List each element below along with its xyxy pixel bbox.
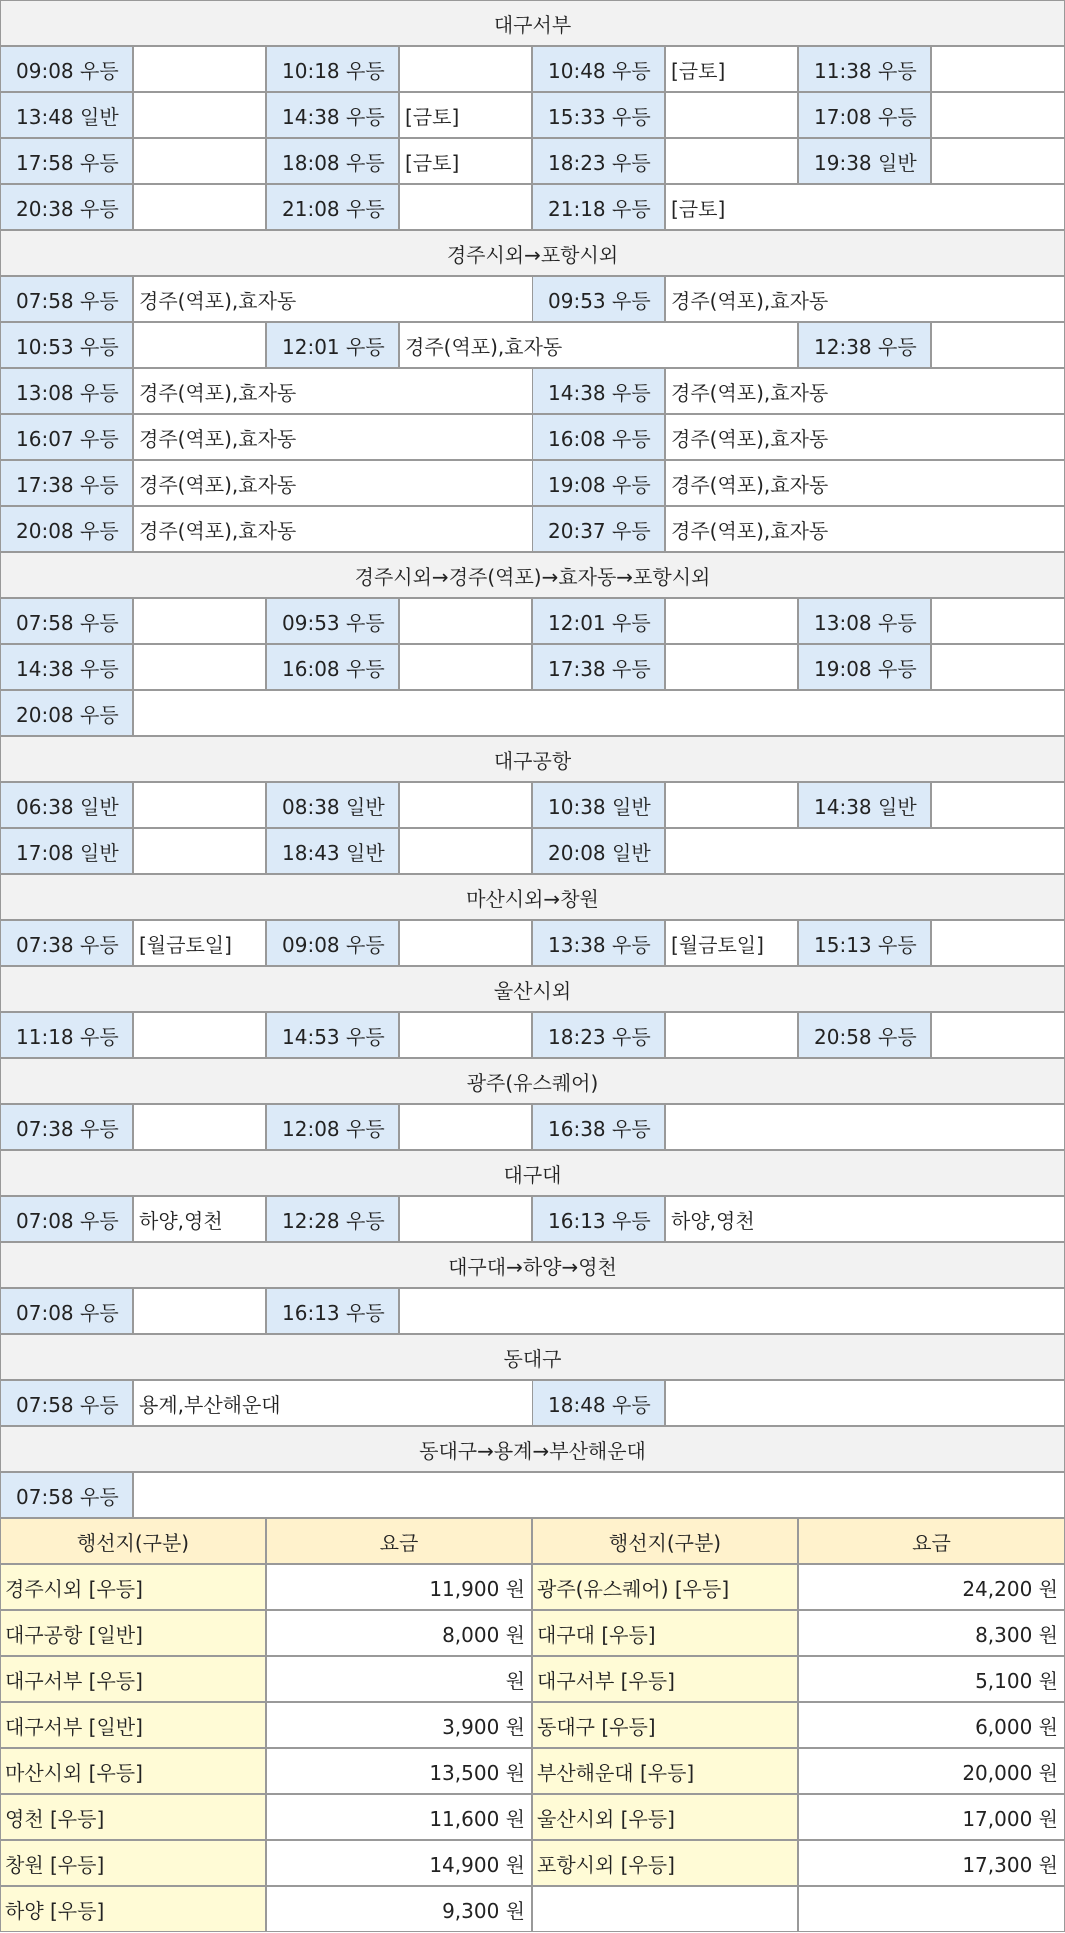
route-note bbox=[399, 1196, 532, 1242]
route-note bbox=[665, 828, 1065, 874]
route-note bbox=[665, 644, 798, 690]
route-note bbox=[931, 322, 1065, 368]
fare-destination: 하양 [우등] bbox=[0, 1886, 266, 1932]
departure-time: 14:38 우등 bbox=[266, 92, 399, 138]
route-note: [월금토일] bbox=[665, 920, 798, 966]
route-note bbox=[665, 92, 798, 138]
departure-time: 07:08 우등 bbox=[0, 1288, 133, 1334]
fare-destination: 광주(유스퀘어) [우등] bbox=[532, 1564, 798, 1610]
fare-price: 13,500 원 bbox=[266, 1748, 532, 1794]
departure-time: 14:38 일반 bbox=[798, 782, 931, 828]
fare-price: 11,600 원 bbox=[266, 1794, 532, 1840]
route-note bbox=[665, 1380, 1065, 1426]
departure-time: 16:38 우등 bbox=[532, 1104, 665, 1150]
departure-time: 19:08 우등 bbox=[798, 644, 931, 690]
fare-price: 17,300 원 bbox=[798, 1840, 1065, 1886]
departure-time: 18:23 우등 bbox=[532, 138, 665, 184]
route-note bbox=[133, 598, 266, 644]
departure-time: 06:38 일반 bbox=[0, 782, 133, 828]
departure-time: 20:08 일반 bbox=[532, 828, 665, 874]
route-note bbox=[133, 46, 266, 92]
route-note bbox=[931, 644, 1065, 690]
route-note bbox=[399, 644, 532, 690]
route-note bbox=[931, 138, 1065, 184]
route-note: 경주(역포),효자동 bbox=[133, 460, 665, 506]
fare-price: 원 bbox=[266, 1656, 532, 1702]
departure-time: 12:01 우등 bbox=[266, 322, 399, 368]
route-note bbox=[133, 782, 266, 828]
route-note bbox=[399, 1012, 532, 1058]
fare-header-destination: 행선지(구분) bbox=[532, 1518, 798, 1564]
route-note bbox=[931, 920, 1065, 966]
route-note bbox=[931, 1012, 1065, 1058]
departure-time: 07:58 우등 bbox=[0, 598, 133, 644]
section-title: 동대구→용계→부산해운대 bbox=[0, 1426, 1065, 1472]
departure-time: 14:53 우등 bbox=[266, 1012, 399, 1058]
route-note: 경주(역포),효자동 bbox=[133, 414, 665, 460]
departure-time: 10:38 일반 bbox=[532, 782, 665, 828]
departure-time: 10:53 우등 bbox=[0, 322, 133, 368]
route-note bbox=[399, 920, 532, 966]
departure-time: 17:38 우등 bbox=[0, 460, 133, 506]
departure-time: 09:53 우등 bbox=[532, 276, 665, 322]
route-note: 용계,부산해운대 bbox=[133, 1380, 665, 1426]
fare-destination: 대구서부 [우등] bbox=[0, 1656, 266, 1702]
departure-time: 20:38 우등 bbox=[0, 184, 133, 230]
fare-destination: 마산시외 [우등] bbox=[0, 1748, 266, 1794]
departure-time: 07:38 우등 bbox=[0, 1104, 133, 1150]
departure-time: 16:08 우등 bbox=[532, 414, 665, 460]
route-note: 경주(역포),효자동 bbox=[133, 368, 665, 414]
route-note: 경주(역포),효자동 bbox=[133, 506, 665, 552]
route-note bbox=[399, 828, 532, 874]
departure-time: 07:58 우등 bbox=[0, 276, 133, 322]
fare-header-price: 요금 bbox=[798, 1518, 1065, 1564]
fare-price: 8,000 원 bbox=[266, 1610, 532, 1656]
route-note: 경주(역포),효자동 bbox=[133, 276, 665, 322]
departure-time: 17:08 일반 bbox=[0, 828, 133, 874]
departure-time: 21:18 우등 bbox=[532, 184, 665, 230]
departure-time: 11:18 우등 bbox=[0, 1012, 133, 1058]
fare-price: 6,000 원 bbox=[798, 1702, 1065, 1748]
section-title: 경주시외→경주(역포)→효자동→포항시외 bbox=[0, 552, 1065, 598]
route-note bbox=[133, 644, 266, 690]
route-note bbox=[133, 138, 266, 184]
departure-time: 09:53 우등 bbox=[266, 598, 399, 644]
departure-time: 08:38 일반 bbox=[266, 782, 399, 828]
fare-price: 9,300 원 bbox=[266, 1886, 532, 1932]
departure-time: 12:08 우등 bbox=[266, 1104, 399, 1150]
route-note bbox=[665, 1012, 798, 1058]
departure-time: 10:48 우등 bbox=[532, 46, 665, 92]
route-note bbox=[399, 598, 532, 644]
route-note: 경주(역포),효자동 bbox=[665, 506, 1065, 552]
fare-price: 14,900 원 bbox=[266, 1840, 532, 1886]
fare-price: 24,200 원 bbox=[798, 1564, 1065, 1610]
route-note bbox=[931, 598, 1065, 644]
departure-time: 15:33 우등 bbox=[532, 92, 665, 138]
departure-time: 13:48 일반 bbox=[0, 92, 133, 138]
route-note: [금토] bbox=[399, 138, 532, 184]
departure-time: 10:18 우등 bbox=[266, 46, 399, 92]
fare-header-price: 요금 bbox=[266, 1518, 532, 1564]
fare-destination: 대구공항 [일반] bbox=[0, 1610, 266, 1656]
fare-destination: 대구대 [우등] bbox=[532, 1610, 798, 1656]
route-note bbox=[399, 782, 532, 828]
fare-destination: 울산시외 [우등] bbox=[532, 1794, 798, 1840]
route-note: 경주(역포),효자동 bbox=[665, 460, 1065, 506]
departure-time: 21:08 우등 bbox=[266, 184, 399, 230]
departure-time: 09:08 우등 bbox=[0, 46, 133, 92]
route-note bbox=[133, 184, 266, 230]
route-note: 경주(역포),효자동 bbox=[399, 322, 798, 368]
fare-price: 8,300 원 bbox=[798, 1610, 1065, 1656]
route-note: 하양,영천 bbox=[133, 1196, 266, 1242]
departure-time: 19:38 일반 bbox=[798, 138, 931, 184]
section-title: 대구서부 bbox=[0, 0, 1065, 46]
departure-time: 17:58 우등 bbox=[0, 138, 133, 184]
route-note: 경주(역포),효자동 bbox=[665, 368, 1065, 414]
departure-time: 14:38 우등 bbox=[0, 644, 133, 690]
departure-time: 11:38 우등 bbox=[798, 46, 931, 92]
route-note: [월금토일] bbox=[133, 920, 266, 966]
section-title: 동대구 bbox=[0, 1334, 1065, 1380]
section-title: 대구대→하양→영천 bbox=[0, 1242, 1065, 1288]
departure-time: 16:07 우등 bbox=[0, 414, 133, 460]
departure-time: 18:43 일반 bbox=[266, 828, 399, 874]
section-title: 광주(유스퀘어) bbox=[0, 1058, 1065, 1104]
route-note bbox=[665, 1104, 1065, 1150]
departure-time: 13:38 우등 bbox=[532, 920, 665, 966]
route-note bbox=[133, 1288, 266, 1334]
departure-time: 17:08 우등 bbox=[798, 92, 931, 138]
route-note: 경주(역포),효자동 bbox=[665, 414, 1065, 460]
route-note: [금토] bbox=[665, 46, 798, 92]
fare-destination: 부산해운대 [우등] bbox=[532, 1748, 798, 1794]
fare-destination: 영천 [우등] bbox=[0, 1794, 266, 1840]
fare-destination: 대구서부 [일반] bbox=[0, 1702, 266, 1748]
fare-destination: 창원 [우등] bbox=[0, 1840, 266, 1886]
departure-time: 18:23 우등 bbox=[532, 1012, 665, 1058]
route-note bbox=[133, 690, 1065, 736]
route-note bbox=[931, 92, 1065, 138]
departure-time: 07:58 우등 bbox=[0, 1380, 133, 1426]
section-title: 마산시외→창원 bbox=[0, 874, 1065, 920]
departure-time: 18:08 우등 bbox=[266, 138, 399, 184]
section-title: 경주시외→포항시외 bbox=[0, 230, 1065, 276]
fare-destination: 동대구 [우등] bbox=[532, 1702, 798, 1748]
route-note: 하양,영천 bbox=[665, 1196, 1065, 1242]
departure-time: 20:08 우등 bbox=[0, 690, 133, 736]
fare-destination: 경주시외 [우등] bbox=[0, 1564, 266, 1610]
route-note bbox=[133, 1012, 266, 1058]
fare-price: 17,000 원 bbox=[798, 1794, 1065, 1840]
fare-price: 5,100 원 bbox=[798, 1656, 1065, 1702]
route-note bbox=[133, 92, 266, 138]
departure-time: 07:38 우등 bbox=[0, 920, 133, 966]
departure-time: 16:13 우등 bbox=[266, 1288, 399, 1334]
route-note bbox=[133, 1472, 1065, 1518]
route-note: [금토] bbox=[399, 92, 532, 138]
fare-price: 20,000 원 bbox=[798, 1748, 1065, 1794]
departure-time: 16:13 우등 bbox=[532, 1196, 665, 1242]
route-note: 경주(역포),효자동 bbox=[665, 276, 1065, 322]
departure-time: 20:08 우등 bbox=[0, 506, 133, 552]
section-title: 대구대 bbox=[0, 1150, 1065, 1196]
route-note bbox=[399, 46, 532, 92]
route-note bbox=[399, 1104, 532, 1150]
route-note: [금토] bbox=[665, 184, 1065, 230]
departure-time: 16:08 우등 bbox=[266, 644, 399, 690]
departure-time: 12:01 우등 bbox=[532, 598, 665, 644]
departure-time: 13:08 우등 bbox=[798, 598, 931, 644]
fare-price: 11,900 원 bbox=[266, 1564, 532, 1610]
route-note bbox=[931, 46, 1065, 92]
departure-time: 07:58 우등 bbox=[0, 1472, 133, 1518]
route-note bbox=[399, 184, 532, 230]
route-note bbox=[133, 322, 266, 368]
departure-time: 12:38 우등 bbox=[798, 322, 931, 368]
route-note bbox=[931, 782, 1065, 828]
route-note bbox=[665, 598, 798, 644]
departure-time: 13:08 우등 bbox=[0, 368, 133, 414]
fare-destination bbox=[532, 1886, 798, 1932]
fare-price: 3,900 원 bbox=[266, 1702, 532, 1748]
fare-header-destination: 행선지(구분) bbox=[0, 1518, 266, 1564]
departure-time: 15:13 우등 bbox=[798, 920, 931, 966]
route-note bbox=[665, 782, 798, 828]
section-title: 울산시외 bbox=[0, 966, 1065, 1012]
departure-time: 19:08 우등 bbox=[532, 460, 665, 506]
fare-destination: 포항시외 [우등] bbox=[532, 1840, 798, 1886]
departure-time: 18:48 우등 bbox=[532, 1380, 665, 1426]
departure-time: 20:58 우등 bbox=[798, 1012, 931, 1058]
departure-time: 12:28 우등 bbox=[266, 1196, 399, 1242]
route-note bbox=[665, 138, 798, 184]
departure-time: 14:38 우등 bbox=[532, 368, 665, 414]
fare-price bbox=[798, 1886, 1065, 1932]
departure-time: 17:38 우등 bbox=[532, 644, 665, 690]
route-note bbox=[133, 1104, 266, 1150]
route-note bbox=[399, 1288, 1065, 1334]
departure-time: 20:37 우등 bbox=[532, 506, 665, 552]
fare-destination: 대구서부 [우등] bbox=[532, 1656, 798, 1702]
departure-time: 07:08 우등 bbox=[0, 1196, 133, 1242]
section-title: 대구공항 bbox=[0, 736, 1065, 782]
route-note bbox=[133, 828, 266, 874]
departure-time: 09:08 우등 bbox=[266, 920, 399, 966]
